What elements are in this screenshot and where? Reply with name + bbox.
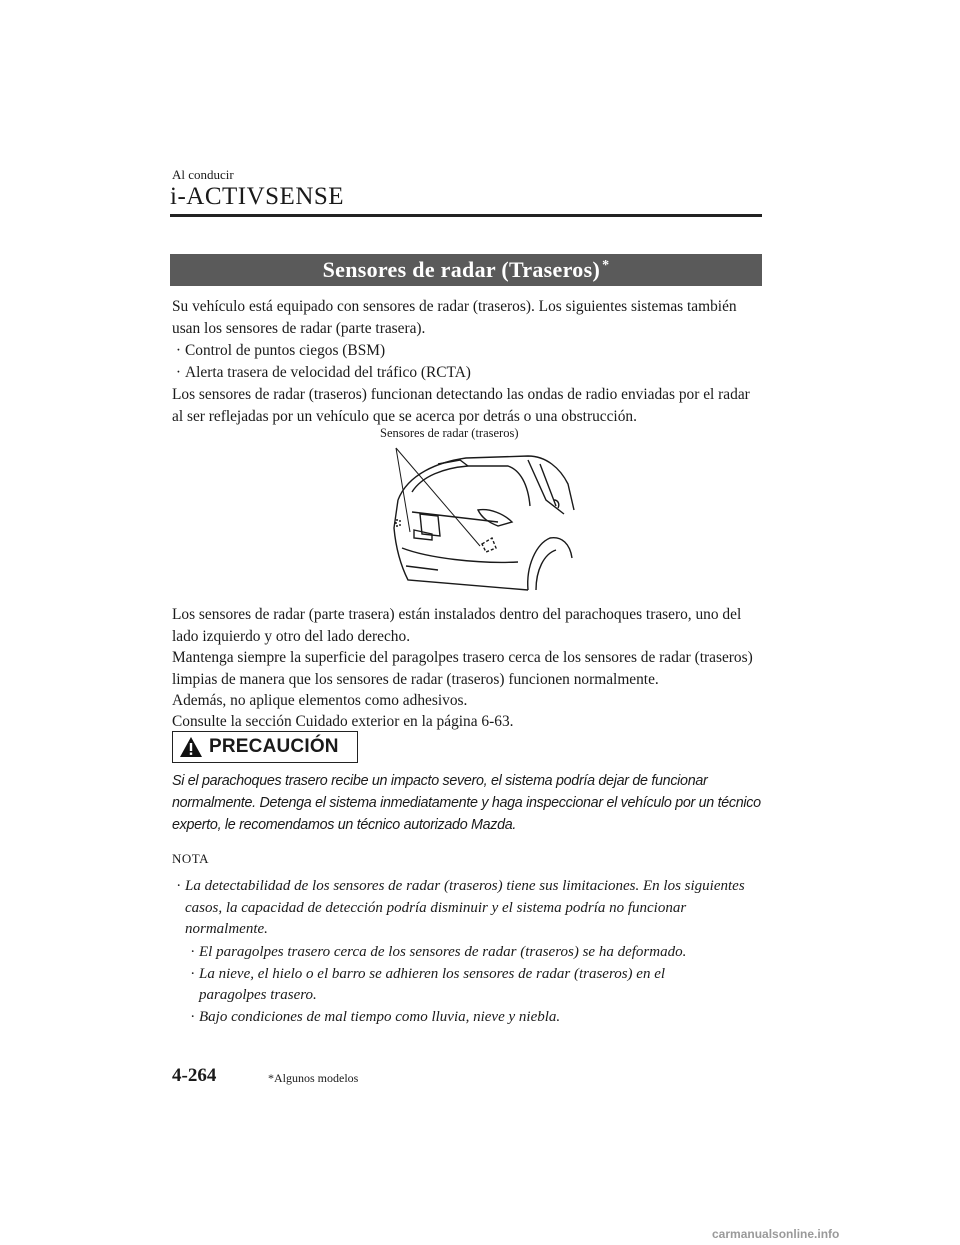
bullet-icon: · — [190, 1008, 195, 1025]
chapter-label: Al conducir — [172, 167, 234, 182]
optional-equipment-mark: * — [602, 258, 610, 273]
watermark: carmanualsonline.info — [712, 1227, 840, 1241]
reference-note: Consulte la sección Cuidado exterior en la página 6-63. — [172, 713, 514, 730]
list-item-text: La detectabilidad de los sensores de radar (traseros) tiene sus limitaciones. En los siguientes casos, la capacidad de detección podría disminuir y el sistema podría no funcionar normalmente. — [185, 878, 745, 937]
page-title-text: Sensores de radar (Traseros) — [322, 257, 601, 282]
warning-triangle-icon — [179, 736, 203, 758]
note-main — [172, 876, 772, 941]
operation-paragraph: Los sensores de radar (traseros) funcionan detectando las ondas de radio enviadas por el radar al ser reflejadas por un vehículo que se acerca por detrás o una obstrucción. — [172, 386, 750, 425]
page-number: 4-264 — [172, 1065, 217, 1086]
section-title: i-ACTIVSENSE — [170, 183, 345, 210]
systems-list — [172, 340, 471, 383]
maintenance-paragraph: Mantenga siempre la superficie del paragolpes trasero cerca de los sensores de radar (traseros) limpias de manera que los sensores de radar (traseros) funcionen normalmente. — [172, 649, 753, 688]
bullet-icon: · — [190, 965, 195, 982]
list-item — [186, 1007, 756, 1029]
footnote: *Algunos modelos — [268, 1071, 359, 1085]
intro-paragraph: Su vehículo está equipado con sensores de radar (traseros). Los siguientes sistemas también usan los sensores de radar (parte trasera). — [172, 298, 737, 337]
bullet-icon: · — [175, 363, 182, 381]
rear-car-illustration — [378, 440, 578, 600]
figure-caption: Sensores de radar (traseros) — [380, 426, 519, 440]
list-item — [172, 340, 471, 362]
bullet-icon: · — [190, 944, 195, 960]
list-item — [172, 876, 772, 941]
note-heading: NOTA — [172, 851, 210, 866]
list-item-text: Bajo condiciones de mal tiempo como lluvia, nieve y niebla. — [199, 1008, 561, 1025]
list-item — [186, 964, 756, 1007]
list-item-text: La nieve, el hielo o el barro se adhieren los sensores de radar (traseros) en el paragolpes trasero. — [199, 965, 666, 1003]
list-item-text: Control de puntos ciegos (BSM) — [185, 342, 386, 359]
caution-label: PRECAUCIÓN — [209, 736, 339, 757]
page-title — [170, 254, 762, 286]
adhesive-note: Además, no aplique elementos como adhesivos. — [172, 692, 468, 709]
list-item — [172, 362, 471, 384]
bullet-icon: · — [176, 878, 181, 894]
list-item — [186, 942, 756, 964]
note-cases-list — [186, 942, 756, 1028]
list-item-text: Alerta trasera de velocidad del tráfico (RCTA) — [185, 363, 471, 381]
caution-header — [172, 731, 358, 763]
location-paragraph: Los sensores de radar (parte trasera) están instalados dentro del parachoques trasero, uno del lado izquierdo y otro del lado derecho. — [172, 606, 742, 645]
bullet-icon: · — [175, 342, 182, 359]
list-item-text: El paragolpes trasero cerca de los sensores de radar (traseros) se ha deformado. — [199, 944, 687, 960]
caution-text: Si el parachoques trasero recibe un impacto severo, el sistema podría dejar de funcionar normalmente. Detenga el sistema inmediatamente y haga inspeccionar el vehículo por un técnico experto, le recomendamos un técnico autorizado Mazda. — [172, 773, 761, 833]
section-divider — [170, 214, 762, 217]
